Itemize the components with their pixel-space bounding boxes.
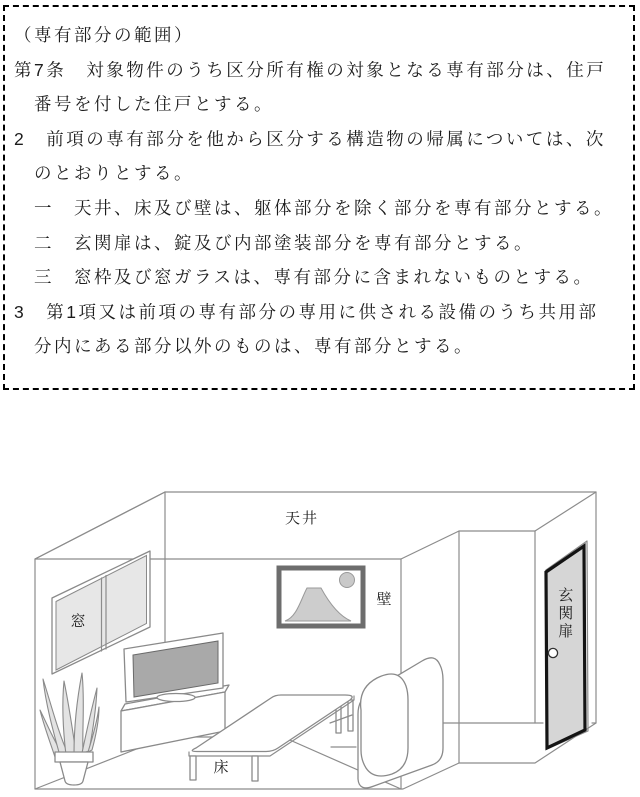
regulation-line: 番号を付した住戸とする。 xyxy=(34,94,274,115)
floor-label: 床 xyxy=(213,758,231,776)
picture-frame xyxy=(279,568,363,626)
regulation-line-item-1: 一 天井、床及び壁は、躯体部分を除く部分を専有部分とする。 xyxy=(34,197,614,218)
entrance-door xyxy=(546,541,588,749)
regulation-line: 2 前項の専有部分を他から区分する構造物の帰属については、次 xyxy=(14,128,606,149)
regulation-heading: （専有部分の範囲） xyxy=(14,25,194,45)
wall-label: 壁 xyxy=(376,590,394,608)
house-plant xyxy=(40,673,99,785)
plant-pot-rim xyxy=(55,752,93,762)
regulation-line: 分内にある部分以外のものは、専有部分とする。 xyxy=(34,336,474,357)
entrance-door-panel xyxy=(546,546,585,748)
regulation-line: 第7条 対象物件のうち区分所有権の対象となる専有部分は、住戸 xyxy=(14,59,607,80)
room-diagram xyxy=(0,430,640,797)
regulation-line: のとおりとする。 xyxy=(34,163,194,184)
regulation-line-item-2: 二 玄関扉は、錠及び内部塗装部分を専有部分とする。 xyxy=(34,232,534,253)
door-knob xyxy=(548,648,557,657)
regulation-line-item-3: 三 窓枠及び窓ガラスは、専有部分に含まれないものとする。 xyxy=(34,267,594,288)
window-label: 窓 xyxy=(70,612,88,630)
picture-sun xyxy=(340,573,355,588)
sofa xyxy=(358,658,443,788)
ceiling-label: 天井 xyxy=(284,509,320,527)
regulation-text-box xyxy=(3,5,635,390)
entrance-door-label: 玄関扉 xyxy=(556,587,574,641)
regulation-line: 3 第1項又は前項の専有部分の専用に供される設備のうち共用部 xyxy=(14,301,599,322)
tv-stand-base xyxy=(157,694,195,702)
room-illustration xyxy=(0,430,640,797)
plant-pot xyxy=(60,762,88,785)
